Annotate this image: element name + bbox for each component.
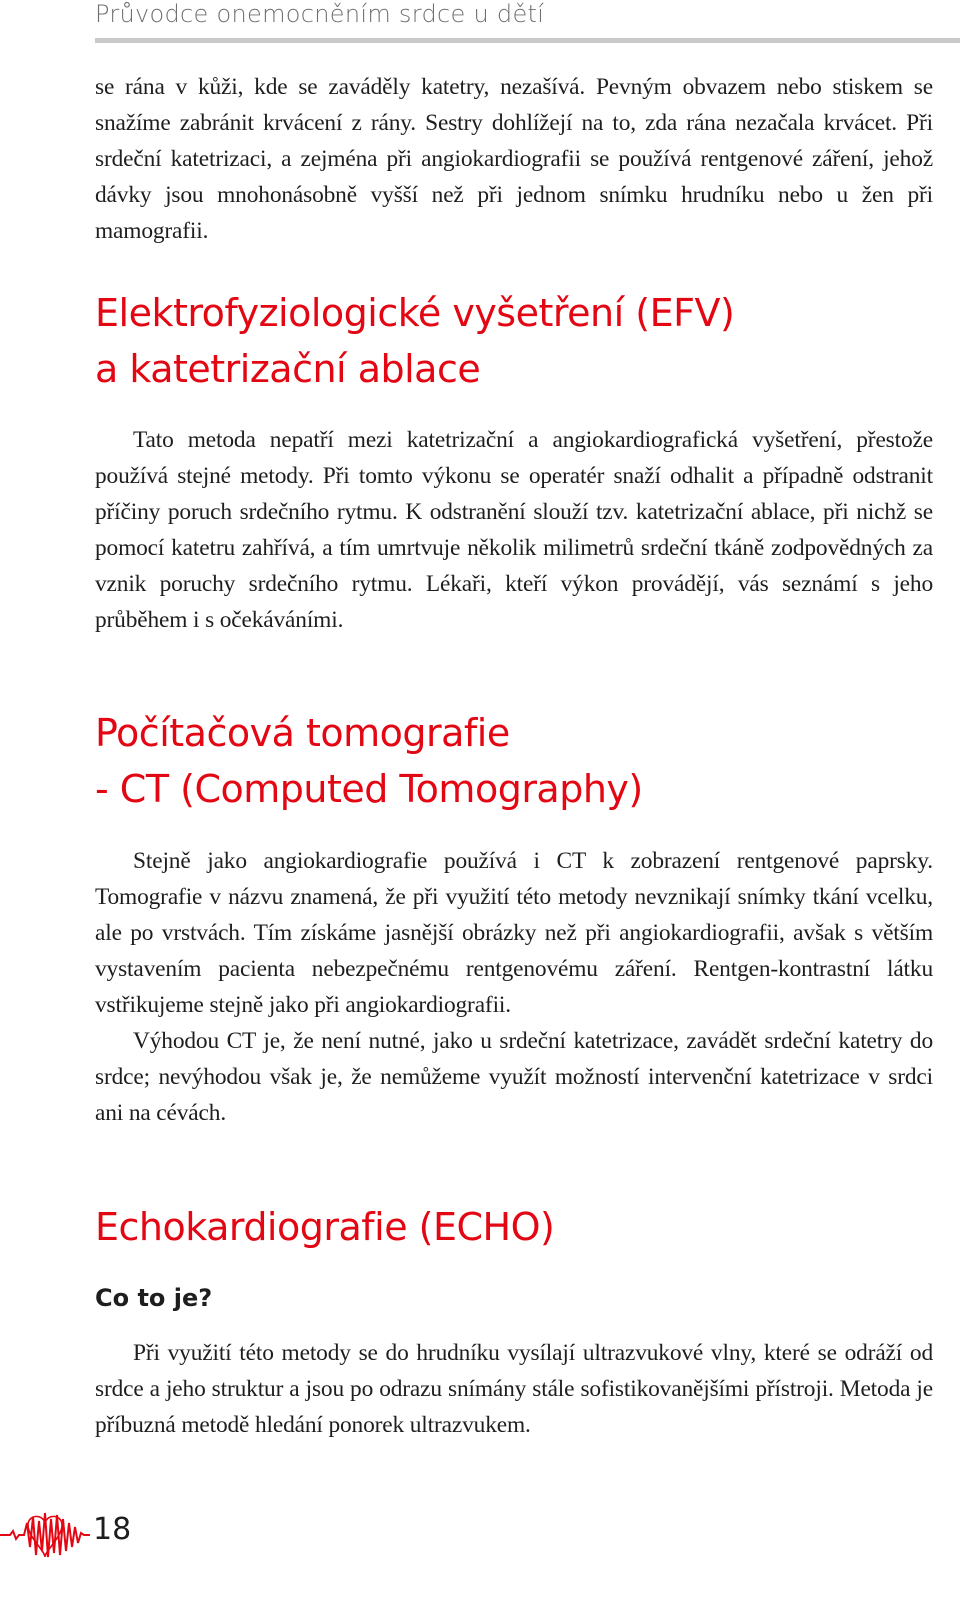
- echo-heading: Echokardiografie (ECHO): [95, 1205, 555, 1249]
- ct-heading: [95, 705, 933, 817]
- ct-body: [95, 843, 933, 1131]
- ct-section: [95, 705, 933, 817]
- echo-section: [95, 1199, 933, 1255]
- intro-block: [95, 69, 933, 249]
- echo-subheading: Co to je?: [95, 1284, 213, 1312]
- running-header: Průvodce onemocněním srdce u dětí: [95, 0, 545, 28]
- header-divider: [95, 38, 960, 43]
- efv-heading-line2: a katetrizační ablace: [95, 347, 481, 391]
- echo-paragraph: Při využití této metody se do hrudníku vysílají ultrazvukové vlny, které se odráží od srdce a jeho struktur a jsou po odrazu snímány stále sofistikovanějšími přístroji. Metoda je příbuzná metodě hledání ponorek ultrazvukem.: [95, 1340, 933, 1438]
- echo-body: [95, 1335, 933, 1443]
- efv-heading: [95, 285, 933, 397]
- page-number: 18: [93, 1512, 132, 1547]
- heartbeat-heart-icon: [0, 1505, 90, 1565]
- ct-heading-line1: Počítačová tomografie: [95, 711, 510, 755]
- efv-heading-line1: Elektrofyziologické vyšetření (EFV): [95, 291, 735, 335]
- efv-section: [95, 285, 933, 397]
- echo-subsection: [95, 1284, 933, 1312]
- ct-paragraph-1: Stejně jako angiokardiografie používá i CT k zobrazení rentgenové paprsky. Tomografie v názvu znamená, že při využití této metody nevznikají snímky tkání vcelku, ale po vrstvách. Tím získáme jasnější obrázky než při angiokardiografii, avšak s větším vystavením pacienta nebezpečnému rentgenovému záření. Rentgen-kontrastní látku vstřikujeme stejně jako při angiokardiografii.: [95, 848, 933, 1018]
- efv-paragraph: Tato metoda nepatří mezi katetrizační a angiokardiografická vyšetření, přestože používá stejné metody. Při tomto výkonu se operatér snaží odhalit a případně odstranit příčiny poruch srdečního rytmu. K odstranění slouží tzv. katetrizační ablace, při nichž se pomocí katetru zahřívá, a tím umrtvuje několik milimetrů srdeční tkáně zodpovědných za vznik poruchy srdečního rytmu. Lékaři, kteří výkon provádějí, vás seznámí s jeho průběhem i s očekáváními.: [95, 427, 933, 633]
- ct-heading-line2: - CT (Computed Tomography): [95, 767, 643, 811]
- ct-paragraph-2: Výhodou CT je, že není nutné, jako u srdeční katetrizace, zavádět srdeční katetry do srdce; nevýhodou však je, že nemůžeme využít možností intervenční katetrizace v srdci ani na cévách.: [95, 1028, 933, 1126]
- intro-paragraph: se rána v kůži, kde se zaváděly katetry, nezašívá. Pevným obvazem nebo stiskem se snažíme zabránit krvácení z rány. Sestry dohlížejí na to, zda rána nezačala krvácet. Při srdeční katetrizaci, a zejména při angiokardiografii se používá rentgenové záření, jehož dávky jsou mnohonásobně vyšší než při jednom snímku hrudníku nebo u žen při mamografii.: [95, 74, 933, 244]
- efv-body: [95, 422, 933, 638]
